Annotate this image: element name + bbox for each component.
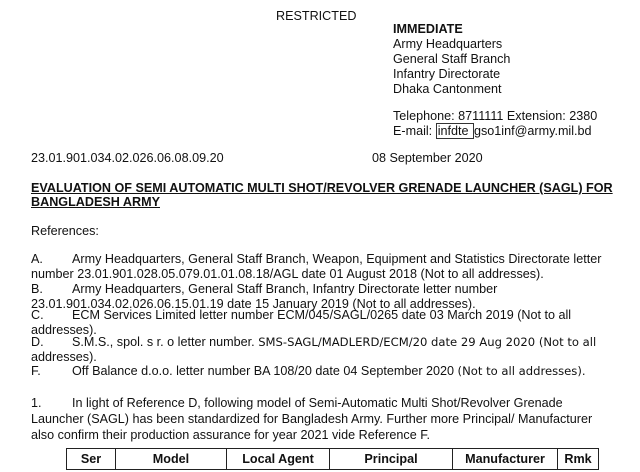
reference-text-part-b: (Not to all addresses). — [457, 364, 586, 378]
email-address: gso1inf@army.mil.bd — [474, 124, 592, 138]
reference-label: B. — [31, 282, 43, 296]
paragraph-1-number: 1. — [31, 396, 42, 410]
reference-text-line-2: 23.01.901.034.02.026.06.15.01.19 date 15 January 2019 (Not to all addresses). — [31, 297, 476, 311]
reference-label: C. — [31, 308, 44, 322]
table-header-rmk: Rmk — [558, 449, 599, 470]
address-line-3: Infantry Directorate — [393, 67, 501, 81]
subject-line-1: EVALUATION OF SEMI AUTOMATIC MULTI SHOT/REVOLVER GRENADE LAUNCHER (SAGL) FOR — [31, 181, 613, 195]
reference-text-line-1: Army Headquarters, General Staff Branch, Infantry Directorate letter number — [72, 282, 498, 296]
reference-text-line-1: Army Headquarters, General Staff Branch, Weapon, Equipment and Statistics Directorate letter — [72, 252, 602, 266]
references-heading: References: — [31, 224, 99, 238]
subject-line-2: BANGLADESH ARMY — [31, 195, 160, 209]
reference-text-line-2: addresses). — [31, 323, 97, 337]
letter-reference-number: 23.01.901.034.02.026.06.08.09.20 — [31, 151, 224, 165]
reference-text-part-b: SMS-SAGL/MADLERD/ECM/20 date 29 Aug 2020 (Not to all — [258, 335, 597, 349]
reference-text-part-a: Off Balance d.o.o. letter number BA 108/20 date 04 September 2020 — [72, 364, 458, 378]
reference-text-line-1 — [72, 335, 605, 350]
reference-text-line-1: ECM Services Limited letter number ECM/045/SAGL/0265 date 03 March 2019 (Not to all — [72, 308, 572, 322]
table-header-principal: Principal — [330, 449, 453, 470]
reference-label: A. — [31, 252, 43, 266]
table-header-row — [67, 449, 599, 470]
reference-item-a — [31, 252, 605, 282]
paragraph-1-line-1: In light of Reference D, following model of Semi-Automatic Multi Shot/Revolver Grenade — [72, 396, 563, 410]
email-line — [393, 124, 592, 138]
telephone-line: Telephone: 8711111 Extension: 2380 — [393, 109, 598, 123]
reference-text-line-1 — [72, 364, 605, 379]
table-header-local-agent: Local Agent — [227, 449, 330, 470]
table-header-manufacturer: Manufacturer — [453, 449, 558, 470]
addressee-block — [393, 22, 510, 97]
table-header-ser: Ser — [67, 449, 116, 470]
reference-item-f — [31, 364, 605, 379]
email-boxed-code: infdte — [437, 124, 472, 138]
reference-item-d — [31, 335, 605, 365]
letter-date: 08 September 2020 — [372, 151, 483, 165]
paragraph-1-line-2: Launcher (SAGL) has been standardized for Bangladesh Army. Further more Principal/ Manufacturer — [31, 412, 593, 426]
precedence-label: IMMEDIATE — [393, 22, 463, 36]
reference-label: F. — [31, 364, 41, 378]
reference-item-c — [31, 308, 605, 338]
reference-text-line-2: addresses). — [31, 350, 97, 364]
address-line-1: Army Headquarters — [393, 37, 503, 51]
table-header-model: Model — [116, 449, 227, 470]
address-line-4: Dhaka Cantonment — [393, 82, 502, 96]
classification-marking: RESTRICTED — [276, 9, 357, 23]
sagl-table — [66, 448, 599, 470]
paragraph-1-line-3: also confirm their production assurance for year 2021 vide Reference F. — [31, 428, 431, 442]
email-prefix: E-mail: — [393, 124, 436, 138]
address-line-2: General Staff Branch — [393, 52, 511, 66]
reference-text-part-a: S.M.S., spol. s r. o letter number. — [72, 335, 259, 349]
reference-text-line-2: number 23.01.901.028.05.079.01.01.08.18/AGL date 01 August 2018 (Not to all addresses). — [31, 267, 544, 281]
reference-label: D. — [31, 335, 44, 349]
